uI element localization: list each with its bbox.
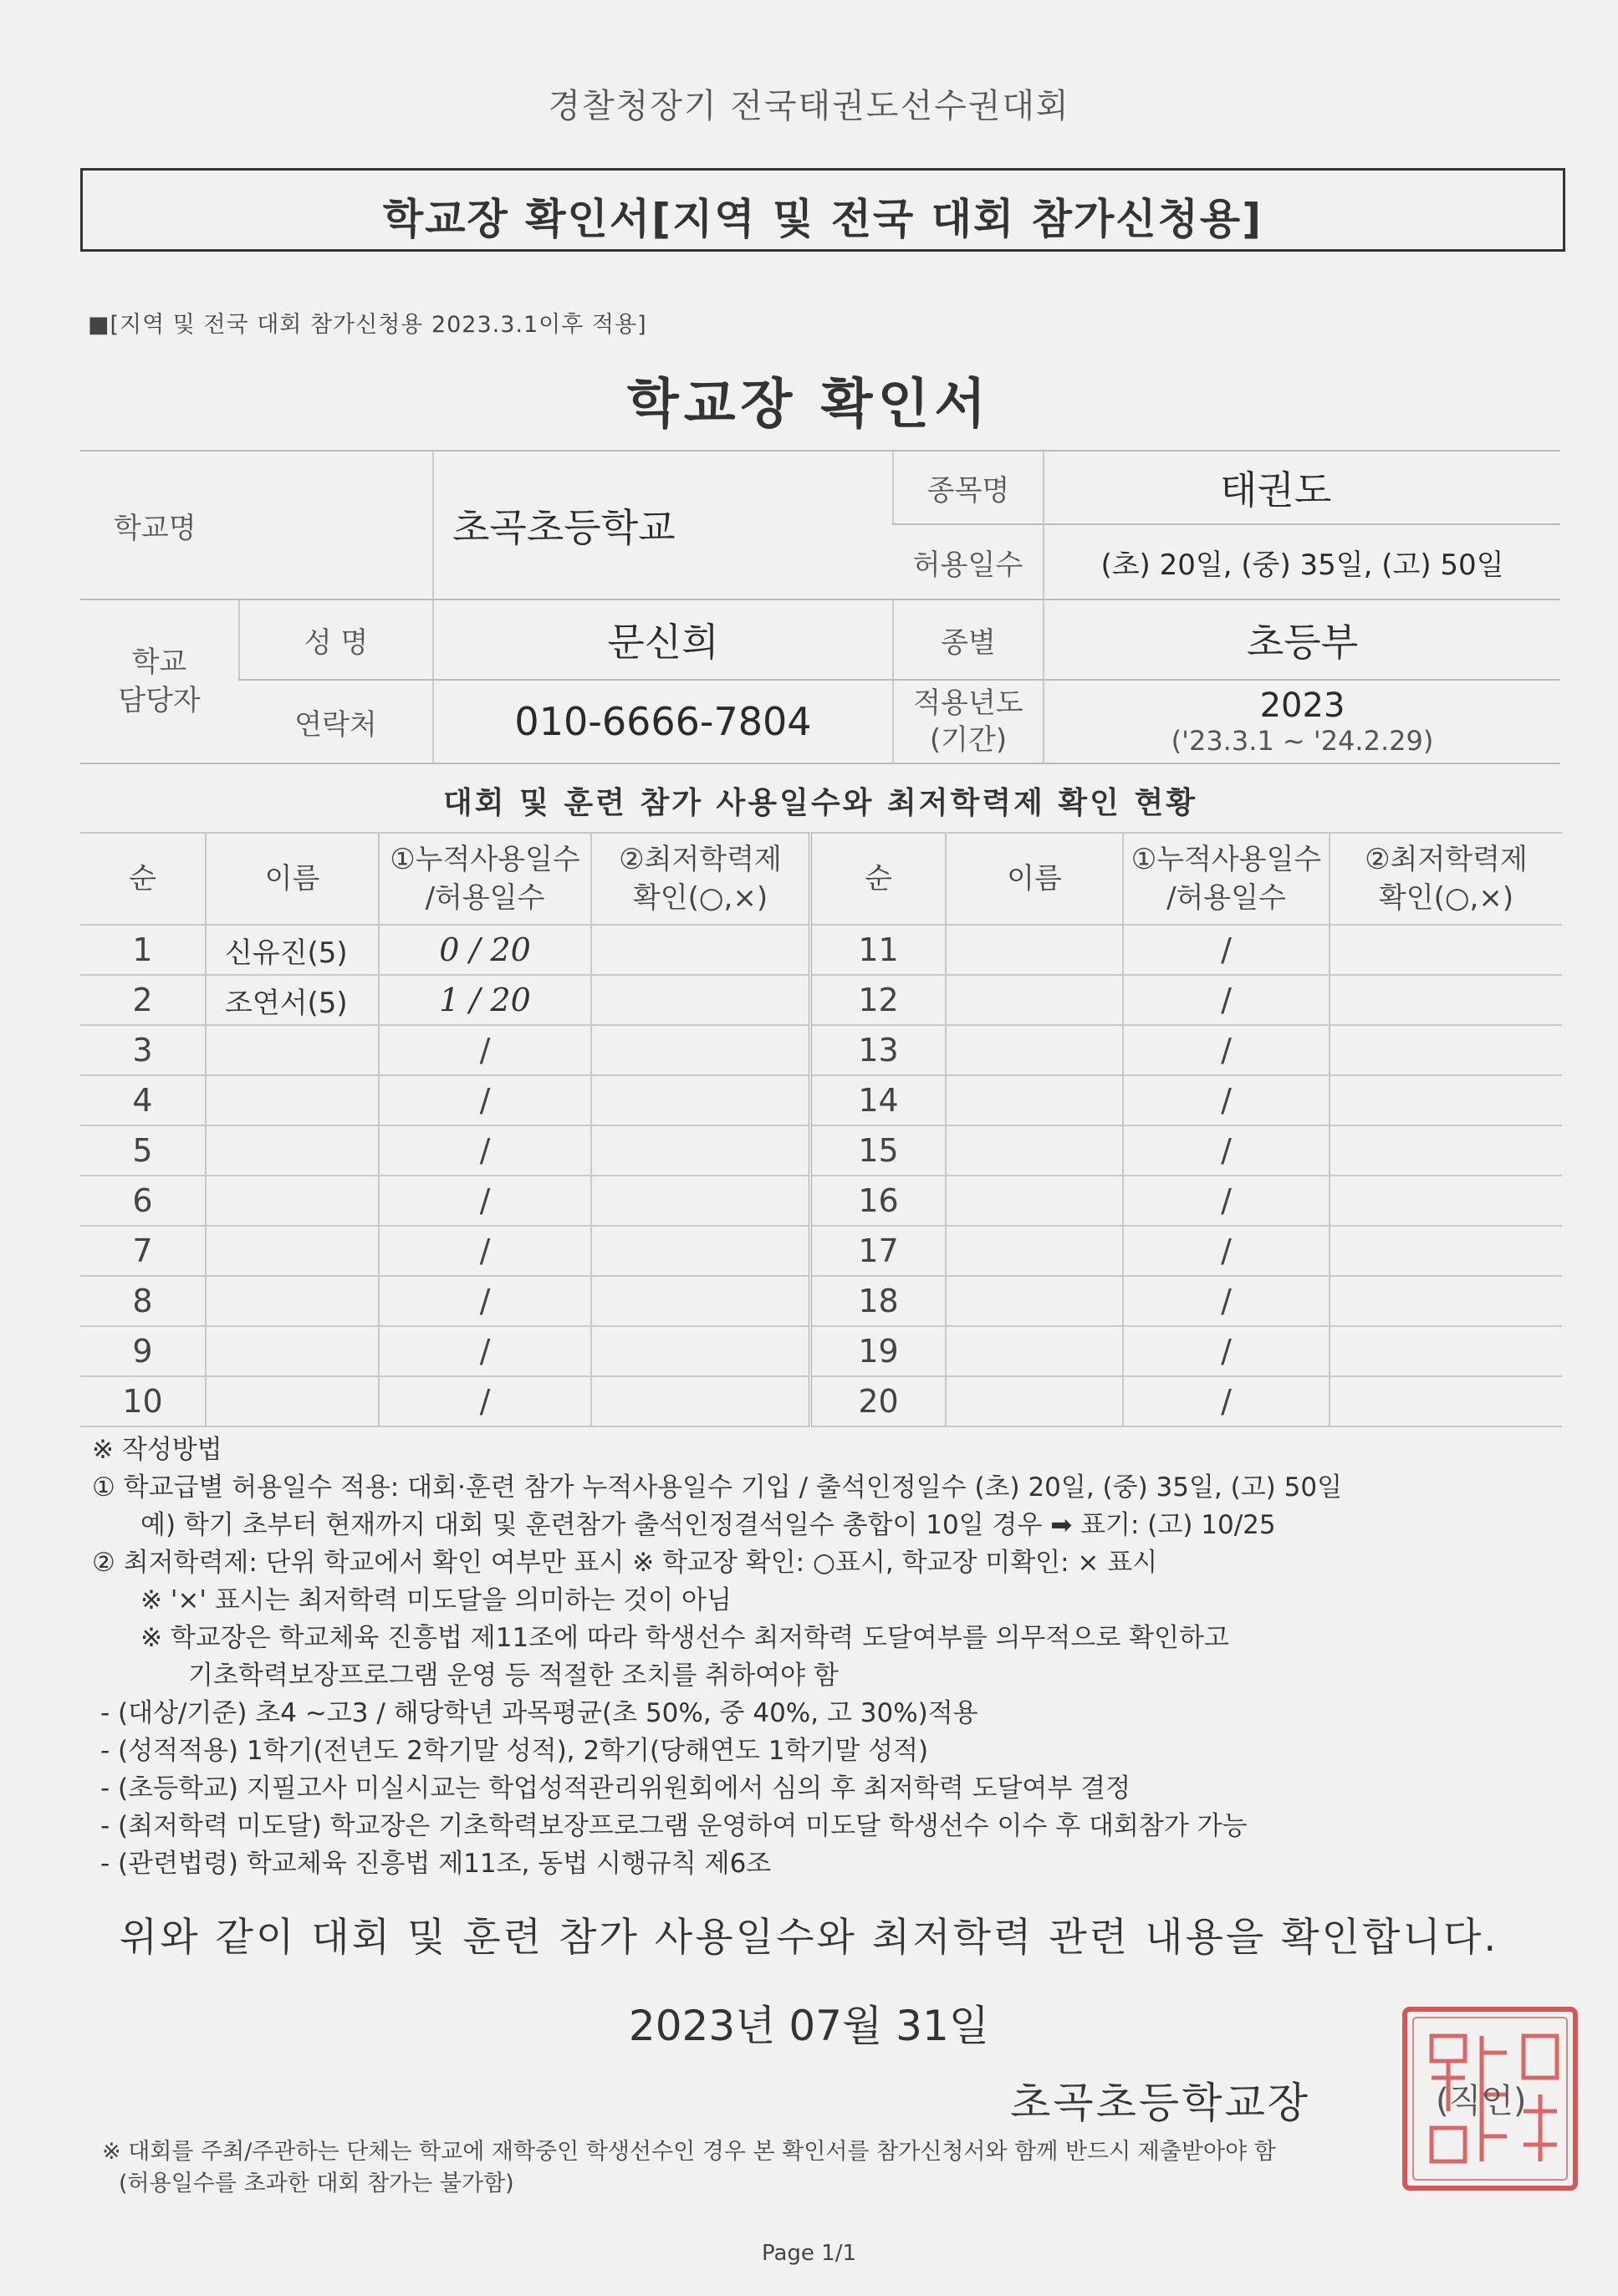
cell-check	[1330, 1025, 1562, 1075]
method-dash-4: - (최저학력 미도달) 학교장은 기초학력보장프로그램 운영하여 미도달 학생선수 이수 후 대회참가 가능	[100, 1811, 1248, 1841]
method-dash-5: - (관련법령) 학교체육 진흥법 제11조, 동법 시행규칙 제6조	[100, 1849, 772, 1879]
confirm-statement: 위와 같이 대회 및 훈련 참가 사용일수와 최저학력 관련 내용을 확인합니다.	[119, 1915, 1499, 1961]
header-check-right: ②최저학력제 확인(○,×)	[1330, 833, 1562, 925]
table-row	[80, 1376, 1562, 1426]
cell-no: 6	[80, 1176, 206, 1226]
event-title: 경찰청장기 전국태권도선수권대회	[548, 87, 1070, 125]
name-label: 성 명	[239, 600, 433, 680]
cell-days: /	[1123, 1226, 1330, 1276]
table-row	[80, 1025, 1562, 1075]
method-line-1b: 예) 학기 초부터 현재까지 대회 및 훈련참가 출석인정결석일수 총합이 10일 경우 ➡ 표기: (고) 10/25	[140, 1510, 1276, 1540]
roster-table	[80, 832, 1562, 1427]
cell-name	[946, 1276, 1123, 1326]
cell-name	[206, 1176, 379, 1226]
period-value: ('23.3.1 ~ '24.2.29)	[1171, 725, 1434, 757]
cell-no: 17	[810, 1226, 946, 1276]
cell-name	[206, 1025, 379, 1075]
method-section	[92, 1431, 1564, 1883]
cell-name	[946, 1075, 1123, 1125]
cell-no: 11	[810, 925, 946, 975]
method-title: ※ 작성방법	[92, 1435, 222, 1465]
cell-name	[946, 1025, 1123, 1075]
name-value: 문신희	[433, 600, 893, 680]
year-cell	[1044, 680, 1560, 763]
header-days-right: ①누적사용일수 /허용일수	[1123, 833, 1330, 925]
method-dash-3: - (초등학교) 지필고사 미실시교는 학업성적관리위원회에서 심의 후 최저학력 도달여부 결정	[100, 1773, 1131, 1804]
method-line-1: ① 학교급별 허용일수 적용: 대회·훈련 참가 누적사용일수 기입 / 출석인정일수 (초) 20일, (중) 35일, (고) 50일	[92, 1472, 1343, 1503]
cell-check	[591, 1376, 810, 1426]
cell-no: 16	[810, 1176, 946, 1226]
method-dash-1: - (대상/기준) 초4 ~고3 / 해당학년 과목평균(초 50%, 중 40%, 고 30%)적용	[100, 1698, 978, 1728]
category-value: 초등부	[1044, 600, 1560, 680]
page-number: Page 1/1	[761, 2241, 857, 2266]
cell-no: 1	[80, 925, 206, 975]
cell-check	[1330, 1176, 1562, 1226]
sport-label: 종목명	[893, 451, 1044, 524]
footnote	[102, 2136, 1557, 2200]
cell-name	[206, 1226, 379, 1276]
seal-label: (직인)	[1436, 2082, 1527, 2120]
cell-check	[1330, 1075, 1562, 1125]
document-title: 학교장 확인서	[626, 374, 992, 436]
header-no: 순	[80, 833, 206, 925]
cell-check	[1330, 925, 1562, 975]
form-title: 학교장 확인서[지역 및 전국 대회 참가신청용]	[382, 195, 1263, 243]
table-row	[80, 1075, 1562, 1125]
cell-check	[591, 1326, 810, 1376]
principal-name: 초곡초등학교장	[1010, 2079, 1311, 2127]
cell-check	[1330, 975, 1562, 1025]
cell-days: /	[1123, 975, 1330, 1025]
method-line-2c: 기초학력보장프로그램 운영 등 적절한 조치를 취하여야 함	[188, 1661, 839, 1691]
school-value: 초곡초등학교	[433, 451, 893, 600]
cell-check	[591, 925, 810, 975]
cell-name	[946, 1376, 1123, 1426]
table-row	[80, 925, 1562, 975]
cell-days: /	[1123, 1326, 1330, 1376]
cell-days: /	[1123, 1075, 1330, 1125]
cell-name	[946, 1326, 1123, 1376]
cell-no: 8	[80, 1276, 206, 1326]
roster-body	[80, 925, 1562, 1426]
cell-no: 2	[80, 975, 206, 1025]
cell-days: /	[1123, 1376, 1330, 1426]
cell-days: /	[379, 1326, 591, 1376]
cell-check	[1330, 1276, 1562, 1326]
cell-no: 15	[810, 1125, 946, 1176]
table-row	[80, 1226, 1562, 1276]
cell-check	[591, 1276, 810, 1326]
issue-date: 2023년 07월 31일	[628, 2002, 990, 2050]
cell-name	[206, 1376, 379, 1426]
cell-name	[946, 925, 1123, 975]
cell-no: 14	[810, 1075, 946, 1125]
method-dash-2: - (성적적용) 1학기(전년도 2학기말 성적), 2학기(당해연도 1학기말 성적)	[100, 1736, 929, 1766]
cell-check	[1330, 1376, 1562, 1426]
manager-label: 학교 담당자	[80, 600, 239, 763]
cell-no: 9	[80, 1326, 206, 1376]
cell-no: 5	[80, 1125, 206, 1176]
sport-value: 태권도	[1044, 451, 1560, 524]
cell-check	[591, 1226, 810, 1276]
year-value: 2023	[1259, 686, 1345, 725]
cell-name: 신유진(5)	[206, 925, 379, 975]
cell-days: /	[1123, 1276, 1330, 1326]
cell-name	[946, 1226, 1123, 1276]
cell-check	[591, 1025, 810, 1075]
cell-days: /	[1123, 1176, 1330, 1226]
header-name-right: 이름	[946, 833, 1123, 925]
cell-name	[206, 1276, 379, 1326]
cell-no: 12	[810, 975, 946, 1025]
header-check: ②최저학력제 확인(○,×)	[591, 833, 810, 925]
contact-value: 010-6666-7804	[433, 680, 893, 763]
cell-no: 13	[810, 1025, 946, 1075]
cell-name: 조연서(5)	[206, 975, 379, 1025]
cell-days: /	[379, 1025, 591, 1075]
method-line-2a: ※ '×' 표시는 최저학력 미도달을 의미하는 것이 아님	[140, 1585, 732, 1615]
cell-days: /	[1123, 1125, 1330, 1176]
footnote-line-2: (허용일수를 초과한 대회 참가는 불가함)	[119, 2171, 514, 2197]
allowed-days-value: (초) 20일, (중) 35일, (고) 50일	[1044, 524, 1560, 600]
category-label: 종별	[893, 600, 1044, 680]
table-row	[80, 1326, 1562, 1376]
cell-no: 20	[810, 1376, 946, 1426]
cell-days: /	[1123, 1025, 1330, 1075]
header-days: ①누적사용일수 /허용일수	[379, 833, 591, 925]
cell-name	[946, 1176, 1123, 1226]
cell-days: /	[379, 1226, 591, 1276]
cell-name	[946, 1125, 1123, 1176]
cell-name	[946, 975, 1123, 1025]
table-row	[80, 1176, 1562, 1226]
cell-days: /	[379, 1176, 591, 1226]
header-no-right: 순	[810, 833, 946, 925]
footnote-line-1: ※ 대회를 주최/주관하는 단체는 학교에 재학중인 학생선수인 경우 본 확인서를 참가신청서와 함께 반드시 제출받아야 함	[102, 2139, 1276, 2165]
cell-days: 0 / 20	[379, 925, 591, 975]
header-name: 이름	[206, 833, 379, 925]
cell-name	[206, 1075, 379, 1125]
cell-no: 19	[810, 1326, 946, 1376]
table-row	[80, 1125, 1562, 1176]
cell-check	[591, 1075, 810, 1125]
cell-check	[1330, 1326, 1562, 1376]
table-row	[80, 1276, 1562, 1326]
cell-no: 7	[80, 1226, 206, 1276]
cell-days: /	[379, 1276, 591, 1326]
method-line-2: ② 최저학력제: 단위 학교에서 확인 여부만 표시 ※ 학교장 확인: ○표시, 학교장 미확인: × 표시	[92, 1548, 1158, 1578]
method-line-2b: ※ 학교장은 학교체육 진흥법 제11조에 따라 학생선수 최저학력 도달여부를 의무적으로 확인하고	[140, 1623, 1229, 1653]
cell-days: /	[379, 1376, 591, 1426]
table-row	[80, 975, 1562, 1025]
cell-days: /	[379, 1125, 591, 1176]
cell-no: 18	[810, 1276, 946, 1326]
year-label: 적용년도 (기간)	[893, 680, 1044, 763]
cell-name	[206, 1125, 379, 1176]
cell-check	[1330, 1226, 1562, 1276]
contact-label: 연락처	[239, 680, 433, 763]
cell-check	[1330, 1125, 1562, 1176]
allowed-days-label: 허용일수	[893, 524, 1044, 600]
status-title: 대회 및 훈련 참가 사용일수와 최저학력제 확인 현황	[442, 786, 1198, 820]
info-table	[80, 450, 1560, 764]
cell-check	[591, 1176, 810, 1226]
cell-days: /	[1123, 925, 1330, 975]
cell-check	[591, 1125, 810, 1176]
cell-name	[206, 1326, 379, 1376]
cell-check	[591, 975, 810, 1025]
cell-no: 4	[80, 1075, 206, 1125]
school-label: 학교명	[80, 451, 433, 600]
cell-no: 3	[80, 1025, 206, 1075]
cell-days: /	[379, 1075, 591, 1125]
cell-no: 10	[80, 1376, 206, 1426]
notice-line: ■[지역 및 전국 대회 참가신청용 2023.3.1이후 적용]	[88, 312, 647, 338]
cell-days: 1 / 20	[379, 975, 591, 1025]
